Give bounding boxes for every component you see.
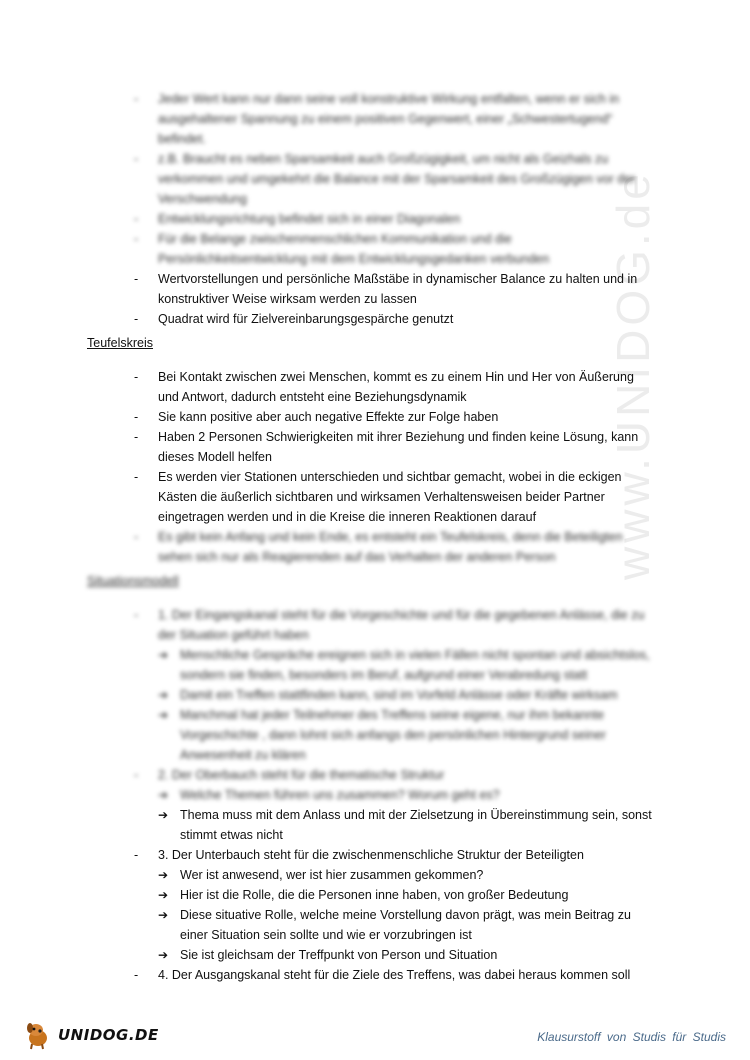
arrow-right-icon: ➔ bbox=[158, 868, 169, 882]
list-item: - Es gibt kein Anfang und kein Ende, es entsteht ein Teufelskreis, denn die Beteiligten sehen sich nur als Reagierenden auf das Verhalten der anderen Person bbox=[134, 530, 623, 564]
sub-item: ➔ Menschliche Gespräche ereignen sich in vielen Fällen nicht spontan und absichtslos, sondern sie finden, besonders im Beruf, aufgrund einer Verabredung statt bbox=[0, 645, 660, 685]
sub-item: ➔ Thema muss mit dem Anlass und mit der Zielsetzung in Übereinstimmung sein, sonst stimmt etwas nicht bbox=[0, 805, 660, 845]
sub-item: ➔ Damit ein Treffen stattfinden kann, sind im Vorfeld Anlässe oder Kräfte wirksam bbox=[0, 685, 660, 705]
watermark: www.UNIDOG.de bbox=[607, 170, 659, 580]
section-heading-teufelskreis: Teufelskreis bbox=[87, 336, 153, 350]
arrow-right-icon: ➔ bbox=[158, 648, 169, 662]
sub-item: ➔ Manchmal hat jeder Teilnehmer des Treffens seine eigene, nur ihm bekannte Vorgeschichte , dann lohnt sich anfangs den persönlichen Hintergrund seiner Anwesenheit zu klären bbox=[0, 705, 660, 765]
sub-item: ➔ Sie ist gleichsam der Treffpunkt von Person und Situation bbox=[0, 945, 660, 965]
unidog-logo bbox=[22, 1018, 162, 1052]
list-item: - Entwicklungsrichtung befindet sich in einer Diagonalen bbox=[134, 212, 461, 226]
arrow-right-icon: ➔ bbox=[158, 908, 169, 922]
list-item: - Sie kann positive aber auch negative Effekte zur Folge haben bbox=[134, 410, 499, 424]
arrow-right-icon: ➔ bbox=[158, 948, 169, 962]
sub-item: ➔ Welche Themen führen uns zusammen? Worum geht es? bbox=[0, 785, 660, 805]
list-item: - Jeder Wert kann nur dann seine voll konstruktive Wirkung entfalten, wenn er sich in ausgehaltener Spannung zu einem positiven Gegenwert, einer „Schwestertugend“ befindet. bbox=[134, 92, 620, 146]
list-item: - z.B. Braucht es neben Sparsamkeit auch Großzügigkeit, um nicht als Geizhals zu verkommen und umgekehrt die Balance mit der Sparsamkeit des Großzügigen vor der Verschwendung bbox=[134, 152, 636, 206]
footer-tagline: Klausurstoff von Studis für Studis bbox=[537, 1030, 726, 1044]
arrow-right-icon: ➔ bbox=[158, 788, 169, 802]
teufelskreis-list bbox=[0, 367, 750, 567]
list-item: - 4. Der Ausgangskanal steht für die Ziele des Treffens, was dabei heraus kommen soll bbox=[134, 968, 631, 982]
list-item: - Es werden vier Stationen unterschieden und sichtbar gemacht, wobei in die eckigen Kästen die äußerlich sichtbaren und wirksamen Verhaltensweisen beider Partner eingetragen werden und in die Kreise die inneren Reaktionen darauf bbox=[134, 470, 622, 524]
arrow-right-icon: ➔ bbox=[158, 708, 169, 722]
list-item: - Für die Belange zwischenmenschlichen Kommunikation und die Persönlichkeitsentwicklung mit dem Entwicklungsgedanken verbunden bbox=[134, 232, 550, 266]
section-heading-situationsmodell: Situationsmodell bbox=[87, 574, 179, 588]
list-item: - 2. Der Oberbauch steht für die thematische Struktur bbox=[134, 768, 445, 782]
list-item: - Haben 2 Personen Schwierigkeiten mit ihrer Beziehung und finden keine Lösung, kann dieses Modell helfen bbox=[134, 430, 639, 464]
dog-icon bbox=[22, 1018, 54, 1050]
arrow-right-icon: ➔ bbox=[158, 888, 169, 902]
list-item: - Bei Kontakt zwischen zwei Menschen, kommt es zu einem Hin und Her von Äußerung und Antwort, dadurch entsteht eine Beziehungsdynamik bbox=[134, 370, 634, 404]
top-list bbox=[0, 89, 750, 329]
situationsmodell-list bbox=[0, 605, 750, 985]
sub-item: ➔ Wer ist anwesend, wer ist hier zusammen gekommen? bbox=[0, 865, 660, 885]
list-item: - 3. Der Unterbauch steht für die zwischenmenschliche Struktur der Beteiligten bbox=[134, 848, 584, 862]
list-item: - Wertvorstellungen und persönliche Maßstäbe in dynamischer Balance zu halten und in konstruktiver Weise wirksam werden zu lassen bbox=[134, 272, 638, 306]
sub-item: ➔ Hier ist die Rolle, die die Personen inne haben, von großer Bedeutung bbox=[0, 885, 660, 905]
sub-item: ➔ Diese situative Rolle, welche meine Vorstellung davon prägt, was mein Beitrag zu einer Situation sein sollte und wie er vorzubringen ist bbox=[0, 905, 660, 945]
list-item: - 1. Der Eingangskanal steht für die Vorgeschichte und für die gegebenen Anlässe, die zu der Situation geführt haben bbox=[134, 608, 645, 642]
logo-text: UNIDOG.DE bbox=[58, 1026, 159, 1044]
arrow-right-icon: ➔ bbox=[158, 688, 169, 702]
arrow-right-icon: ➔ bbox=[158, 808, 169, 822]
list-item: - Quadrat wird für Zielvereinbarungsgespärche genutzt bbox=[134, 312, 454, 326]
